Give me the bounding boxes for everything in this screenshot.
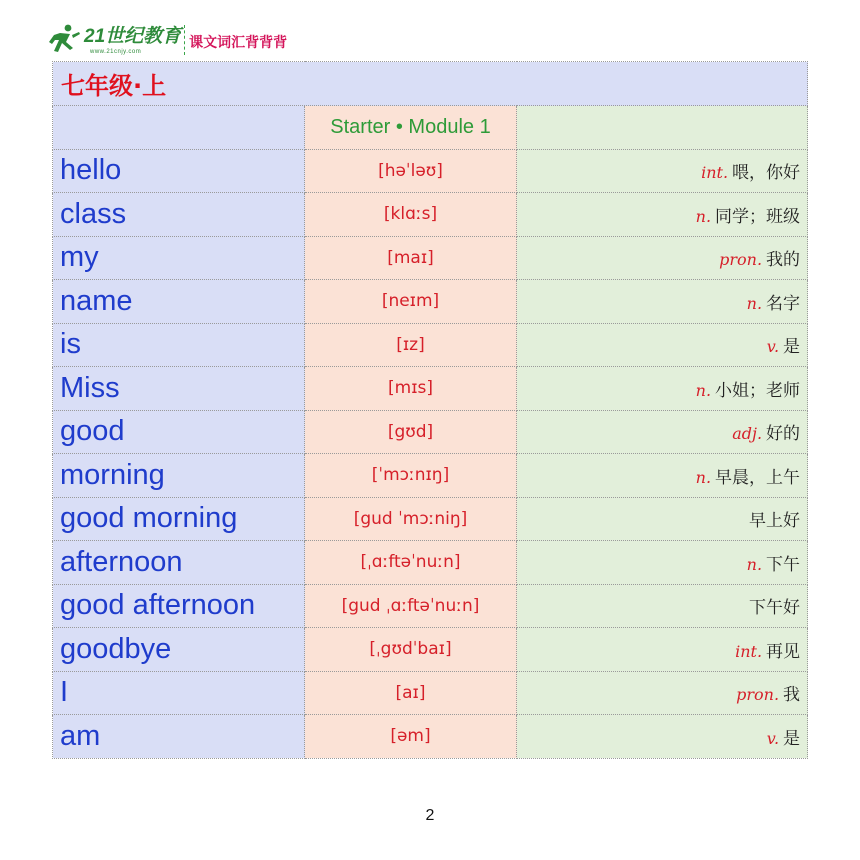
part-of-speech: n. [695, 206, 712, 226]
part-of-speech: v. [766, 337, 780, 357]
meaning-cell [517, 323, 808, 367]
part-of-speech: int. [701, 163, 729, 183]
phonetic-transcription: [gud ˌɑːftəˈnuːn] [305, 584, 517, 628]
english-word: am [53, 715, 305, 759]
table-row [53, 715, 808, 759]
table-row [53, 497, 808, 541]
chinese-meaning: 我 [783, 685, 801, 706]
phonetic-transcription: [maɪ] [305, 236, 517, 280]
meaning-cell [517, 236, 808, 280]
table-row [53, 280, 808, 324]
meaning-cell [517, 628, 808, 672]
phonetic-transcription: [klɑːs] [305, 193, 517, 237]
table-row [53, 193, 808, 237]
chinese-meaning: 同学；班级 [715, 206, 801, 227]
phonetic-transcription: [neɪm] [305, 280, 517, 324]
chinese-meaning: 下午好 [749, 598, 801, 619]
table-row [53, 584, 808, 628]
module-row [53, 106, 808, 150]
chinese-meaning: 喂，你好 [732, 163, 801, 184]
part-of-speech: n. [695, 380, 712, 400]
phonetic-transcription: [ˌɑːftəˈnuːn] [305, 541, 517, 585]
meaning-cell [517, 454, 808, 498]
phonetic-transcription: [ˈmɔːnɪŋ] [305, 454, 517, 498]
english-word: good [53, 410, 305, 454]
meaning-cell [517, 541, 808, 585]
brand-tagline: 课文词汇背背背 [189, 35, 288, 51]
meaning-cell [517, 149, 808, 193]
phonetic-transcription: [gud ˈmɔːniŋ] [305, 497, 517, 541]
part-of-speech: int. [735, 641, 763, 661]
meaning-cell [517, 280, 808, 324]
part-of-speech: pron. [736, 685, 780, 705]
chinese-meaning: 好的 [766, 424, 801, 445]
vocabulary-table [52, 61, 808, 759]
english-word: Miss [53, 367, 305, 411]
part-of-speech: v. [766, 728, 780, 748]
table-row [53, 454, 808, 498]
site-logo [46, 22, 287, 58]
table-row [53, 410, 808, 454]
meaning-cell [517, 671, 808, 715]
chinese-meaning: 是 [783, 337, 801, 358]
brand-name: 21世纪教育 [84, 25, 182, 47]
phonetic-transcription: [ˌgʊdˈbaɪ] [305, 628, 517, 672]
table-row [53, 628, 808, 672]
title-row [53, 62, 808, 106]
logo-divider [184, 25, 185, 55]
english-word: goodbye [53, 628, 305, 672]
chinese-meaning: 下午 [766, 554, 801, 575]
chinese-meaning: 早上好 [749, 511, 801, 532]
table-row [53, 367, 808, 411]
chinese-meaning: 再见 [766, 641, 801, 662]
english-word: my [53, 236, 305, 280]
part-of-speech: n. [746, 554, 763, 574]
module-label: Starter • Module 1 [305, 106, 517, 150]
brand-url: www.21cnjy.com [90, 49, 142, 55]
phonetic-transcription: [aɪ] [305, 671, 517, 715]
english-word: hello [53, 149, 305, 193]
table-row [53, 671, 808, 715]
chinese-meaning: 小姐；老师 [715, 380, 801, 401]
meaning-cell [517, 367, 808, 411]
phonetic-transcription: [əm] [305, 715, 517, 759]
part-of-speech: pron. [719, 250, 763, 270]
english-word: morning [53, 454, 305, 498]
english-word: name [53, 280, 305, 324]
chinese-meaning: 是 [783, 728, 801, 749]
english-word: good afternoon [53, 584, 305, 628]
chinese-meaning: 名字 [766, 293, 801, 314]
part-of-speech: n. [695, 467, 712, 487]
meaning-cell [517, 715, 808, 759]
phonetic-transcription: [gʊd] [305, 410, 517, 454]
module-row-meaning-cell [517, 106, 808, 150]
phonetic-transcription: [mɪs] [305, 367, 517, 411]
phonetic-transcription: [ɪz] [305, 323, 517, 367]
table-row [53, 236, 808, 280]
meaning-cell [517, 410, 808, 454]
english-word: good morning [53, 497, 305, 541]
phonetic-transcription: [həˈləʊ] [305, 149, 517, 193]
meaning-cell [517, 497, 808, 541]
chinese-meaning: 我的 [766, 250, 801, 271]
english-word: afternoon [53, 541, 305, 585]
table-row [53, 323, 808, 367]
page-number: 2 [425, 807, 435, 824]
english-word: class [53, 193, 305, 237]
english-word: I [53, 671, 305, 715]
part-of-speech: adj. [732, 424, 763, 444]
grade-title: 七年级·上 [53, 62, 808, 106]
runner-icon [46, 23, 82, 57]
module-row-empty-cell [53, 106, 305, 150]
chinese-meaning: 早晨，上午 [715, 467, 801, 488]
meaning-cell [517, 193, 808, 237]
part-of-speech: n. [746, 293, 763, 313]
table-row [53, 541, 808, 585]
english-word: is [53, 323, 305, 367]
table-row [53, 149, 808, 193]
meaning-cell [517, 584, 808, 628]
